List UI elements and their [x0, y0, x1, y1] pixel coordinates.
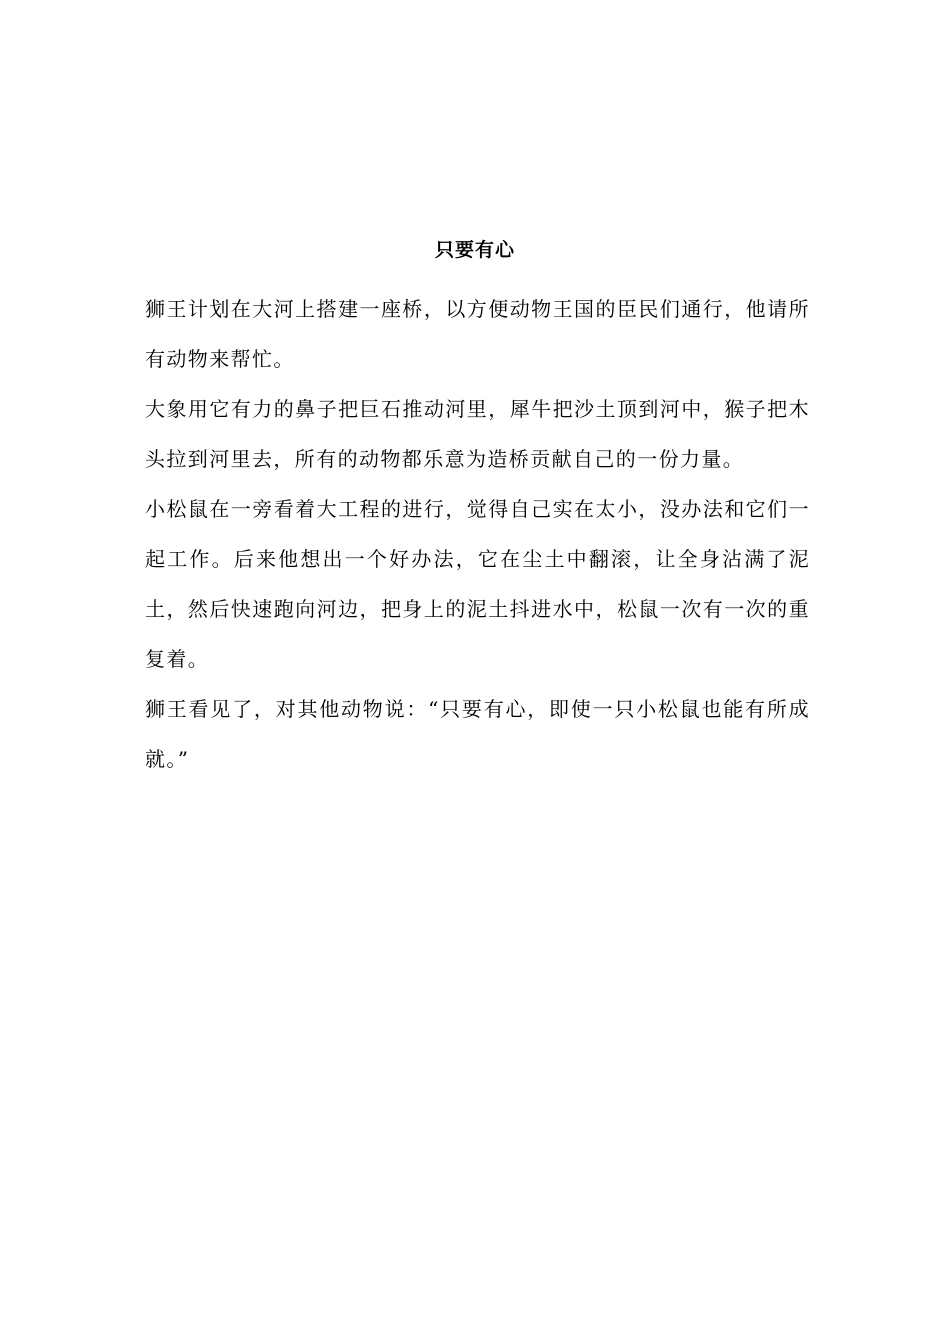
document-title: 只要有心 — [434, 239, 515, 261]
paragraph: 小松鼠在一旁看着大工程的进行，觉得自己实在太小，没办法和它们一起工作。后来他想出一个好办法，它在尘土中翻滚，让全身沾满了泥土，然后快速跑向河边，把身上的泥土抖进水中，松鼠一次有一次的重复着。 — [145, 497, 810, 671]
paragraph: 大象用它有力的鼻子把巨石推动河里，犀牛把沙土顶到河中，猴子把木头拉到河里去，所有的动物都乐意为造桥贡献自己的一份力量。 — [145, 397, 810, 471]
paragraph: 狮王看见了，对其他动物说：“只要有心，即使一只小松鼠也能有所成就。” — [145, 697, 810, 771]
document-body — [145, 284, 810, 784]
paragraph: 狮王计划在大河上搭建一座桥，以方便动物王国的臣民们通行，他请所有动物来帮忙。 — [145, 297, 810, 371]
